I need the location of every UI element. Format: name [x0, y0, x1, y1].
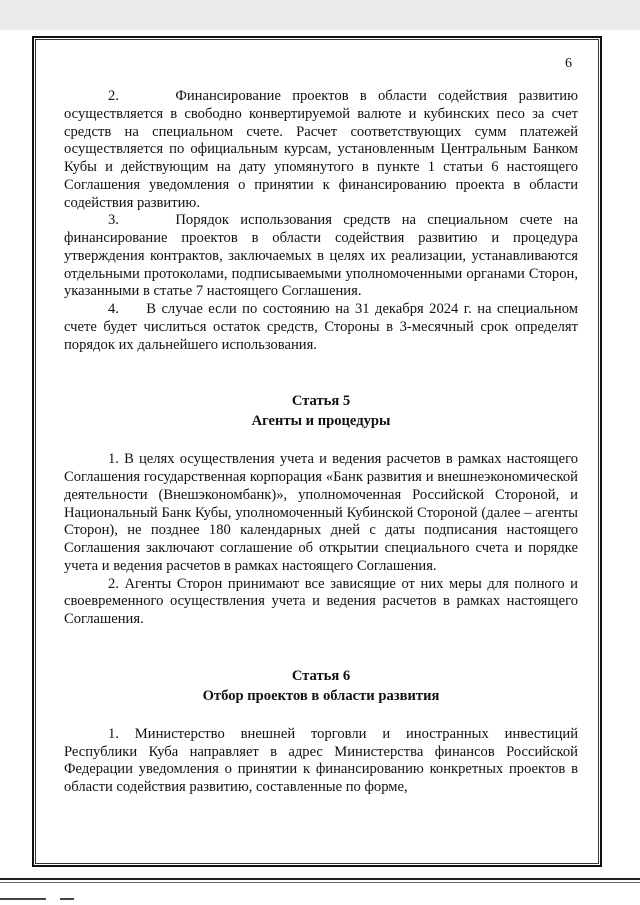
- scan-mark: [0, 898, 46, 900]
- scan-bottom-rule-thin: [0, 882, 640, 883]
- paragraph-4: 4. В случае если по состоянию на 31 декабря 2024 г. на специальном счете будет числиться остаток средств, Стороны в 3-месячный срок определят порядок их дальнейшего использования.: [64, 301, 578, 353]
- page-number: 6: [565, 56, 572, 71]
- article-5-title: Агенты и процедуры: [251, 413, 391, 430]
- article-6-title: Отбор проектов в области развития: [202, 687, 440, 704]
- article-5-paragraph-2: 2. Агенты Сторон принимают все зависящие от них меры для полного и своевременного осуществления учета и ведения расчетов в рамках настоящего Соглашения.: [64, 575, 578, 627]
- document-body: [64, 88, 578, 797]
- article-5-paragraph-1: 1. В целях осуществления учета и ведения расчетов в рамках настоящего Соглашения государственная корпорация «Банк развития и внешнеэкономической деятельности (Внешэкономбанк)», уполномоченная Российской Стороной, и Национальный Банк Кубы, уполномоченный Кубинской Стороной (далее – агенты Сторон), не позднее 180 календарных дней с даты подписания настоящего Соглашения заключают соглашение об открытии специального счета и порядке учета и ведения расчетов в рамках настоящего Соглашения.: [64, 451, 578, 574]
- paragraph-2: 2. Финансирование проектов в области содействия развитию осуществляется в свободно конвертируемой валюте и кубинских песо за счет средств на специальном счете. Расчет соответствующих сумм платежей осуществляется по официальным курсам, установленным Центральным Банком Кубы и действующим на дату упомянутого в пункте 1 статьи 6 настоящего Соглашения уведомления о принятии к финансированию проекта в области содействия развитию.: [64, 88, 578, 211]
- article-5-number: Статья 5: [291, 393, 351, 410]
- article-6-paragraph-1: 1. Министерство внешней торговли и иностранных инвестиций Республики Куба направляет в адрес Министерства финансов Российской Федерации уведомления о принятии к финансированию конкретных проектов в области содействия развитию, составленные по форме,: [64, 725, 578, 795]
- scan-margin: [0, 0, 640, 30]
- scan-mark: [60, 898, 74, 900]
- paragraph-3: 3. Порядок использования средств на специальном счете на финансирование проектов в области содействия развитию и процедура утверждения контрактов, заключаемых в целях их реализации, устанавливаются отдельными протоколами, подписываемыми уполномоченными органами Сторон, указанными в статье 7 настоящего Соглашения.: [64, 212, 578, 300]
- article-6-number: Статья 6: [291, 667, 351, 684]
- scan-bottom-rule: [0, 878, 640, 880]
